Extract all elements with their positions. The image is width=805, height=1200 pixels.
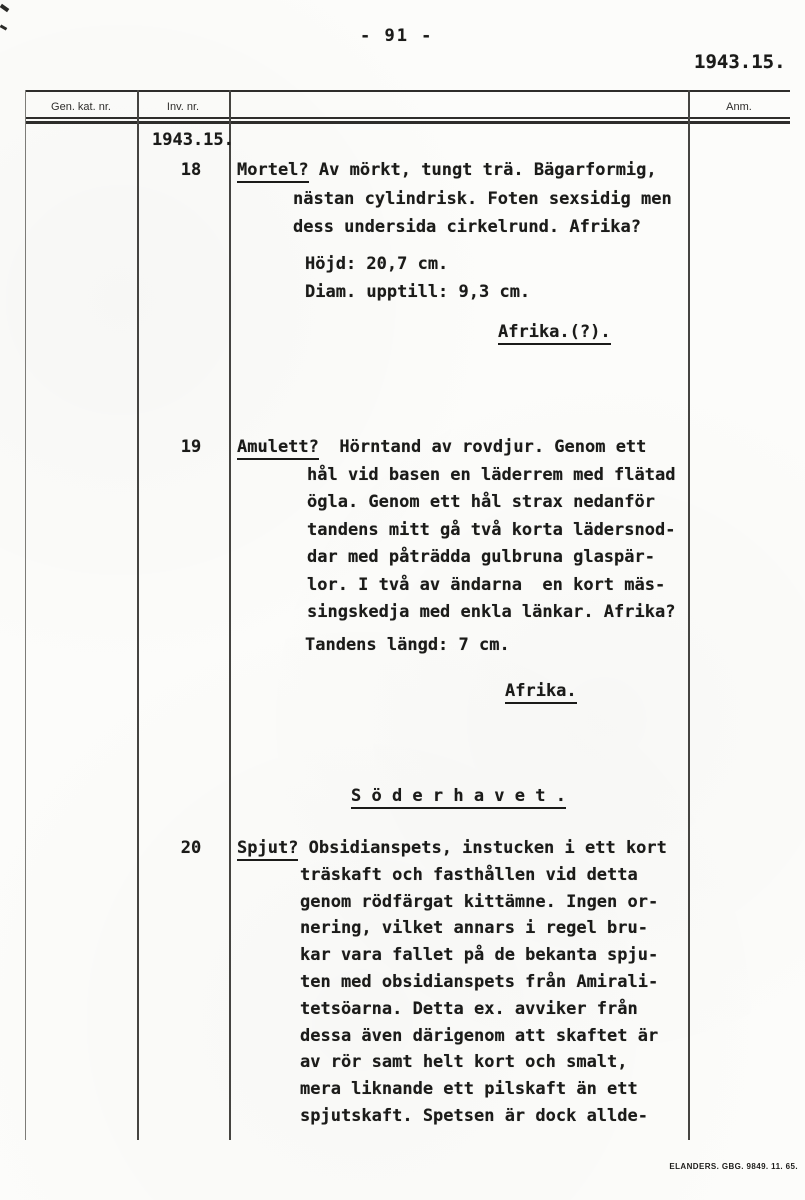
page-number: - 91 -: [360, 26, 434, 46]
entry-19-first-line: Hörntand av rovdjur. Genom ett: [318, 437, 647, 457]
entry-18-first-line: Av mörkt, tungt trä. Bägarformig,: [308, 160, 657, 180]
scan-speck: [0, 24, 7, 30]
table-border-left: [25, 90, 26, 1140]
entry-19-line: dar med påträdda gulbruna glaspär-: [307, 547, 655, 567]
entry-20-line: av rör samt helt kort och smalt,: [300, 1052, 628, 1073]
column-header-gen-kat-nr: Gen. kat. nr.: [51, 101, 111, 113]
header-rule-lower: [25, 121, 790, 124]
entry-20-line: spjutskaft. Spetsen är dock allde-: [300, 1105, 648, 1126]
entry-18-line: [237, 156, 672, 185]
printer-mark: ELANDERS. GBG. 9849. 11. 65.: [669, 1162, 798, 1171]
entry-19-line: tandens mitt gå två korta lädersnod-: [307, 519, 676, 540]
section-heading-soderhavet: S ö d e r h a v e t .: [351, 786, 566, 809]
entry-19-line: lor. I två av ändarna en kort mäs-: [307, 574, 666, 595]
entry-19-object-label: Amulett?: [237, 437, 319, 460]
entry-20-line: tetsöarna. Detta ex. avviker från: [300, 998, 638, 1019]
entry-20-line: [237, 835, 667, 862]
entry-20-line: mera liknande ett pilskaft än ett: [300, 1079, 638, 1100]
entry-18-description: [237, 156, 672, 242]
entry-20-first-line: Obsidianspets, instucken i ett kort: [298, 838, 667, 858]
entry-20-line: nering, vilket annars i regel bru-: [300, 918, 648, 939]
measurement-height: Höjd: 20,7 cm.: [305, 254, 449, 274]
entry-18-line: nästan cylindrisk. Foten sexsidig men: [293, 188, 672, 209]
entry-19-description: [237, 434, 675, 627]
entry-19-line: hål vid basen en läderrem med flätad: [307, 464, 676, 485]
entry-20-object-label: Spjut?: [237, 838, 298, 861]
entry-18-line: dess undersida cirkelrund. Afrika?: [293, 217, 641, 237]
inv-nr-18: 18: [180, 160, 202, 180]
entry-18-object-label: Mortel?: [237, 160, 309, 183]
collection-reference: 1943.15.: [694, 51, 786, 73]
scan-speck: [0, 4, 9, 12]
entry-20-line: genom rödfärgat kittämne. Ingen or-: [300, 891, 659, 912]
entry-19-measurements: [305, 631, 510, 659]
entry-19-line: ögla. Genom ett hål strax nedanför: [307, 492, 655, 512]
entry-20-line: ten med obsidianspets från Amirali-: [300, 971, 659, 992]
column-divider-inv-nr: [229, 90, 231, 1140]
measurement-diameter: Diam. upptill: 9,3 cm.: [305, 282, 531, 302]
column-header-inv-nr: Inv. nr.: [166, 101, 200, 113]
inv-nr-19: 19: [180, 437, 202, 457]
entry-20-description: [237, 835, 667, 1130]
header-rule-upper: [25, 117, 790, 119]
column-divider-gen-kat: [137, 90, 139, 1140]
entry-20-line: träskaft och fasthållen vid detta: [300, 864, 638, 885]
inv-nr-20: 20: [180, 838, 202, 858]
group-number: 1943.15.: [152, 130, 234, 150]
measurement-tooth-length: Tandens längd: 7 cm.: [305, 635, 510, 655]
entry-20-line: dessa även därigenom att skaftet är: [300, 1025, 659, 1046]
column-header-anm: Anm.: [726, 101, 752, 113]
entry-18-measurements: [305, 250, 530, 306]
entry-18-provenance: Afrika.(?).: [498, 322, 611, 345]
entry-20-line: kar vara fallet på de bekanta spju-: [300, 945, 659, 966]
entry-19-line: singskedja med enkla länkar. Afrika?: [307, 602, 676, 622]
table-border-top: [25, 90, 790, 92]
column-divider-anm: [688, 90, 690, 1140]
entry-19-provenance: Afrika.: [505, 681, 577, 704]
entry-19-line: [237, 434, 675, 462]
